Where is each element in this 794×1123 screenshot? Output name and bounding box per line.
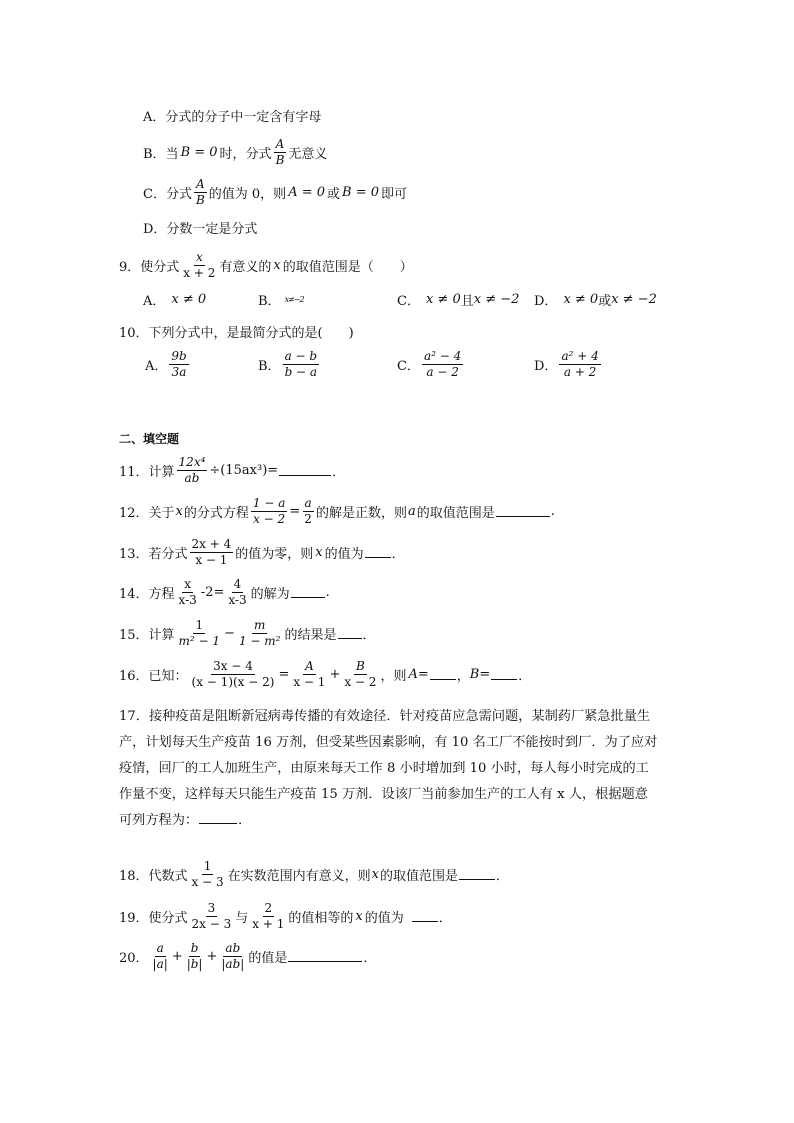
q8-option-a: A．分式的分子中一定含有字母 bbox=[143, 110, 322, 125]
q10-option-d: D． $\frac{\text{a² + 4}}{a + 2}$ bbox=[534, 349, 599, 379]
q9-option-b: B． x≠−2 bbox=[258, 294, 304, 309]
answer-blank[interactable] bbox=[288, 950, 362, 962]
section-heading: 二、填空题 bbox=[119, 432, 180, 446]
q9-option-a: A． x ≠ 0 bbox=[143, 292, 207, 309]
q14: 14．方程 $\frac{x}{x-3}$ -2= $\frac{4}{x-3}$ 的解为 . bbox=[119, 577, 330, 607]
answer-blank[interactable] bbox=[291, 586, 325, 598]
fraction: $\frac{3}{2x - 3}$ bbox=[191, 901, 232, 931]
fraction: $\frac{4}{x-3}$ bbox=[228, 577, 247, 607]
q16: 16．已知： $\frac{3x - 4}{(x - 1)(x - 2)}$ = $\frac{A}{x - 1}$ + $\frac{B}{x - 2}$ ，则 A= ， B= ． bbox=[119, 659, 532, 689]
q13: 13．若分式 $\frac{2x + 4}{x - 1}$ 的值为零，则 x 的值为 ． bbox=[119, 537, 405, 567]
q10-option-a: A． $\frac{9b}{3a}$ bbox=[145, 349, 187, 379]
fraction: $\frac{A}{x - 1}$ bbox=[293, 659, 326, 689]
q12: 12．关于 x 的分式方程 $\frac{1 - a}{x - 2}$ = $\frac{a}{2}$ 的解是正数，则 a 的取值范围是 . bbox=[119, 496, 555, 526]
fraction: $\frac{ab}{|ab|}$ bbox=[221, 941, 245, 971]
fraction: $\frac{x}{x-3}$ bbox=[178, 577, 197, 607]
q20: 20． $\frac{a}{|a|}$ + $\frac{b}{|b|}$ + $\frac{ab}{|ab|}$ 的值是 ． bbox=[119, 941, 377, 971]
fraction: $\frac{a}{2}$ bbox=[304, 496, 312, 526]
fraction: $\frac{x}{x + 2}$ bbox=[183, 250, 216, 280]
answer-blank[interactable] bbox=[279, 464, 331, 476]
answer-blank[interactable] bbox=[365, 546, 391, 558]
answer-blank[interactable] bbox=[459, 868, 495, 880]
fraction: $\frac{B}{x - 2}$ bbox=[344, 659, 377, 689]
q17-paragraph: 17．接种疫苗是阻断新冠病毒传播的有效途径．针对疫苗应急需问题，某制药厂紧急批量生 产，计划每天生产疫苗 16 万剂，但受某些因素影响，有 10 名工厂不能按时到厂．为了应对 疫情，回厂的工人加班生产，由原来每天工作 8 小时增加到 10 小时，每人每小时完成的工 作量不变，这样每天只能生产疫苗 15 万剂．设该厂当前参加生产的工人有 x 人，根据题意 可列方程为： ． bbox=[119, 709, 658, 828]
fraction: $\frac{1 - a}{x - 2}$ bbox=[252, 496, 286, 526]
q11: 11．计算 $\frac{\text{12x⁴}}{ab}$ ÷(15ax³)= ． bbox=[119, 455, 346, 485]
fraction: $\frac{9b}{3a}$ bbox=[171, 349, 187, 379]
fraction: $\frac{2x + 4}{x - 1}$ bbox=[191, 537, 232, 567]
fraction: $\frac{m}{\text{1 − m²}}$ bbox=[238, 618, 281, 648]
q19: 19．使分式 $\frac{3}{2x - 3}$ 与 $\frac{2}{x + 1}$ 的值相等的 x 的值为 ． bbox=[119, 901, 452, 931]
q9-option-d: D． x ≠ 0 或 x ≠ −2 bbox=[534, 292, 657, 309]
answer-blank[interactable] bbox=[430, 668, 456, 680]
fraction: $\frac{\text{a² + 4}}{a + 2}$ bbox=[561, 349, 599, 379]
q9-option-c: C． x ≠ 0 且 x ≠ −2 bbox=[397, 292, 520, 309]
fraction: $\frac{A}{B}$ bbox=[195, 177, 205, 207]
fraction: $\frac{a}{|a|}$ bbox=[152, 941, 168, 971]
q15: 15．计算 $\frac{1}{\text{m² − 1}}$ − $\frac{m}{\text{1 − m²}}$ 的结果是 ． bbox=[119, 618, 376, 648]
fraction: $\frac{\text{a² − 4}}{a - 2}$ bbox=[423, 349, 462, 379]
q18: 18．代数式 $\frac{1}{x - 3}$ 在实数范围内有意义，则 x 的取值范围是 ． bbox=[119, 859, 510, 889]
q10-option-b: B． $\frac{a - b}{b - a}$ bbox=[258, 349, 318, 379]
q8-option-c: C．分式 $\frac{A}{B}$ 的值为 0，则 A = 0 或 B = 0 即可 bbox=[143, 177, 408, 207]
answer-blank[interactable] bbox=[199, 812, 237, 824]
fraction: $\frac{A}{B}$ bbox=[275, 137, 285, 167]
fraction: $\frac{1}{x - 3}$ bbox=[191, 859, 224, 889]
q10-stem: 10．下列分式中，是最简分式的是( ) bbox=[119, 326, 354, 341]
fraction: $\frac{b}{|b|}$ bbox=[186, 941, 203, 971]
fraction: $\frac{3x - 4}{(x - 1)(x - 2)}$ bbox=[191, 659, 275, 689]
q8-option-b: B．当 B = 0 时，分式 $\frac{A}{B}$ 无意义 bbox=[143, 137, 328, 167]
answer-blank[interactable] bbox=[338, 627, 362, 639]
answer-blank[interactable] bbox=[412, 910, 438, 922]
q8-option-d: D．分数一定是分式 bbox=[143, 222, 258, 237]
answer-blank[interactable] bbox=[491, 668, 517, 680]
q9-stem: 9．使分式 $\frac{x}{x + 2}$ 有意义的 x 的取值范围是（ ） bbox=[119, 250, 413, 280]
q10-option-c: C． $\frac{\text{a² − 4}}{a - 2}$ bbox=[397, 349, 462, 379]
fraction: $\frac{2}{x + 1}$ bbox=[252, 901, 285, 931]
fraction: $\frac{1}{\text{m² − 1}}$ bbox=[178, 618, 221, 648]
answer-blank[interactable] bbox=[496, 505, 550, 517]
fraction: $\frac{a - b}{b - a}$ bbox=[284, 349, 318, 379]
fraction: $\frac{\text{12x⁴}}{ab}$ bbox=[178, 455, 206, 485]
